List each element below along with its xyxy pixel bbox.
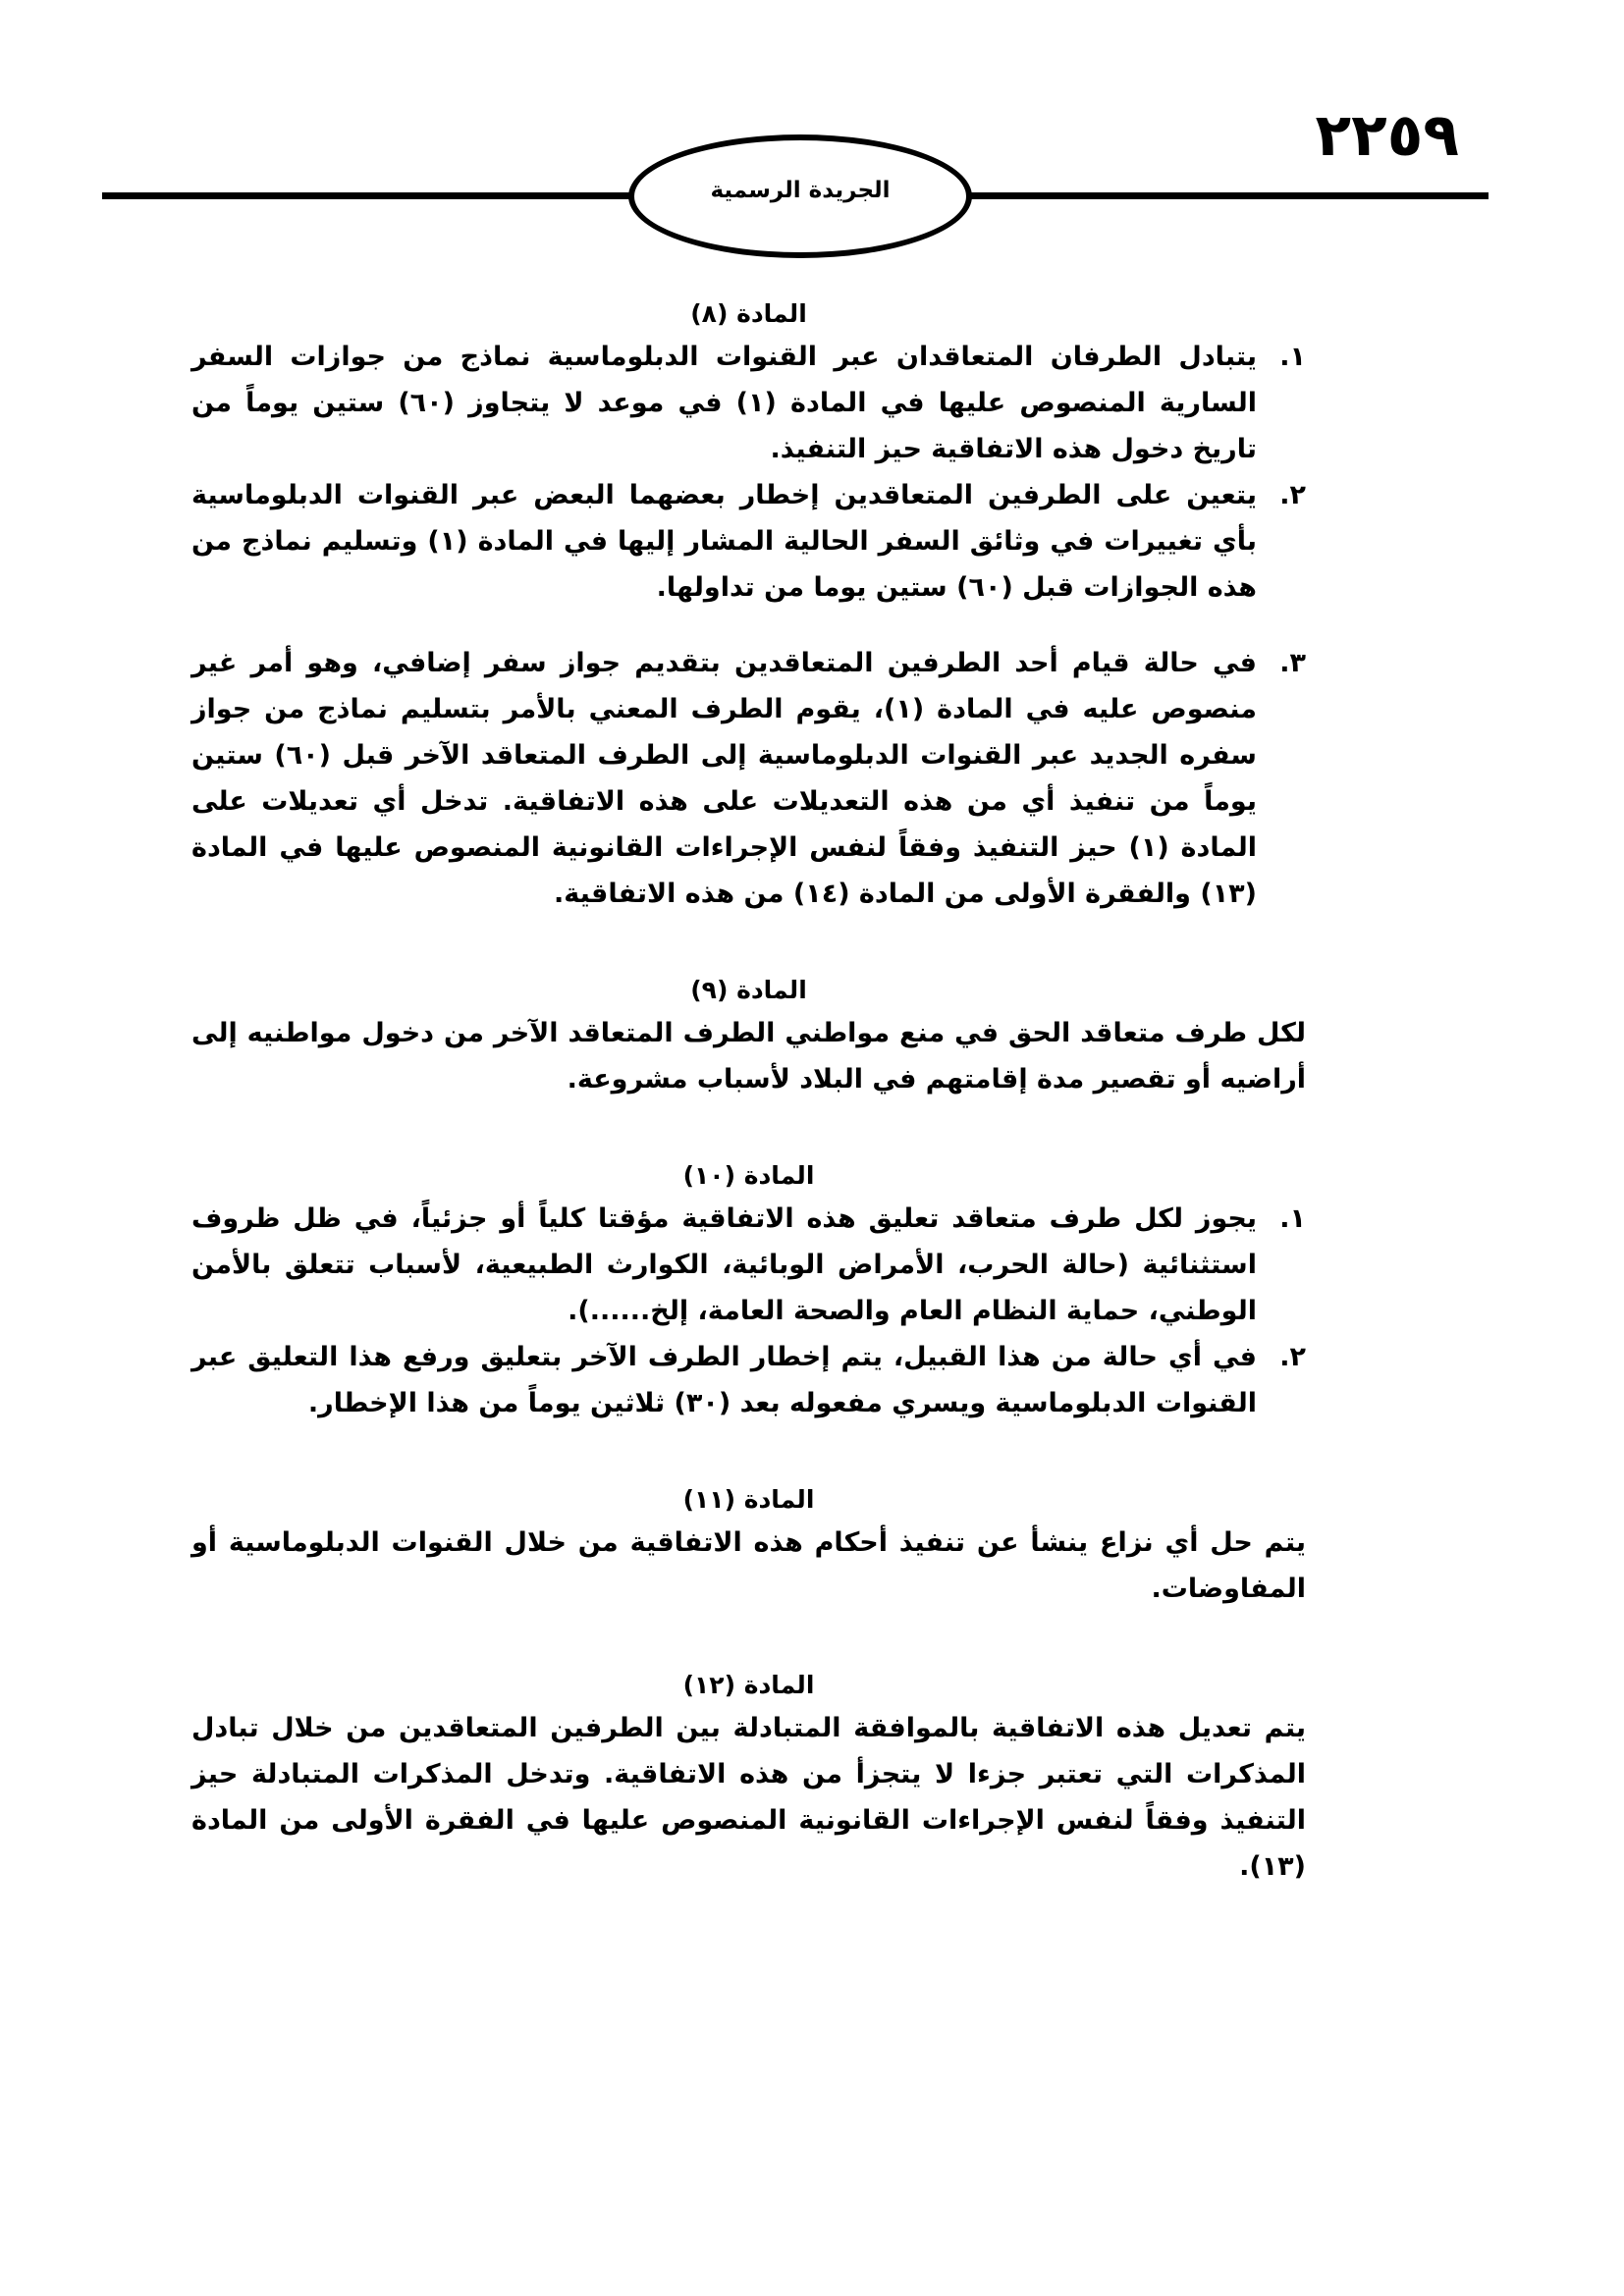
article-8 [191, 294, 1306, 917]
item-number: ٢. [1279, 480, 1306, 510]
list-item [191, 640, 1306, 917]
gazette-header-ellipse [628, 134, 972, 258]
article-paragraph: لكل طرف متعاقد الحق في منع مواطني الطرف المتعاقد الآخر من دخول مواطنيه إلى أراضيه أو تقصير مدة إقامتهم في البلاد لأسباب مشروعة. [191, 1018, 1306, 1095]
item-text: يجوز لكل طرف متعاقد تعليق هذه الاتفاقية مؤقتا كلياً أو جزئياً، في ظل ظروف استثنائية (حالة الحرب، الأمراض الوبائية، الكوارث الطبيعية، لأسباب تتعلق بالأمن الوطني، حماية النظام العام والصحة العامة، إلخ......). [191, 1203, 1257, 1326]
article-title: المادة (٩) [690, 976, 807, 1004]
document-body [191, 294, 1306, 1890]
article-title: المادة (١٠) [682, 1161, 815, 1190]
article-10 [191, 1156, 1306, 1426]
article-11 [191, 1480, 1306, 1612]
article-paragraph: يتم تعديل هذه الاتفاقية بالموافقة المتبادلة بين الطرفين المتعاقدين من خلال تبادل المذكرات التي تعتبر جزءا لا يتجزأ من هذه الاتفاقية. وتدخل المذكرات المتبادلة حيز التنفيذ وفقاً لنفس الإجراءات القانونية المنصوص عليها في الفقرة الأولى من المادة (١٣). [191, 1713, 1306, 1882]
list-item [191, 334, 1306, 472]
article-title: المادة (٨) [690, 299, 807, 328]
page-number: ٢٢٥٩ [1315, 101, 1459, 170]
list-item [191, 1334, 1306, 1426]
item-text: في حالة قيام أحد الطرفين المتعاقدين بتقديم جواز سفر إضافي، وهو أمر غير منصوص عليه في المادة (١)، يقوم الطرف المعني بالأمر بتسليم نماذج من جواز سفره الجديد عبر القنوات الدبلوماسية إلى الطرف المتعاقد الآخر قبل (٦٠) ستين يوماً من تنفيذ أي من هذه التعديلات على هذه الاتفاقية. تدخل أي تعديلات على المادة (١) حيز التنفيذ وفقاً لنفس الإجراءات القانونية المنصوص عليها في المادة (١٣) والفقرة الأولى من المادة (١٤) من هذه الاتفاقية. [191, 648, 1257, 909]
article-title: المادة (١٢) [682, 1671, 815, 1699]
list-item [191, 472, 1306, 611]
article-title: المادة (١١) [682, 1485, 815, 1514]
item-text: يتبادل الطرفان المتعاقدان عبر القنوات الدبلوماسية نماذج من جوازات السفر السارية المنصوص عليها في المادة (١) في موعد لا يتجاوز (٦٠) ستين يوماً من تاريخ دخول هذه الاتفاقية حيز التنفيذ. [191, 342, 1257, 464]
item-number: ٢. [1279, 1342, 1306, 1372]
item-number: ٣. [1279, 648, 1306, 678]
article-9 [191, 971, 1306, 1102]
item-text: في أي حالة من هذا القبيل، يتم إخطار الطرف الآخر بتعليق ورفع هذا التعليق عبر القنوات الدبلوماسية ويسري مفعوله بعد (٣٠) ثلاثين يوماً من هذا الإخطار. [191, 1342, 1257, 1418]
item-text: يتعين على الطرفين المتعاقدين إخطار بعضهما البعض عبر القنوات الدبلوماسية بأي تغييرات في وثائق السفر الحالية المشار إليها في المادة (١) وتسليم نماذج من هذه الجوازات قبل (٦٠) ستين يوما من تداولها. [191, 480, 1257, 603]
gazette-name: الجريدة الرسمية [710, 178, 891, 203]
article-12 [191, 1666, 1306, 1890]
list-item [191, 1196, 1306, 1334]
item-number: ١. [1279, 342, 1306, 372]
article-paragraph: يتم حل أي نزاع ينشأ عن تنفيذ أحكام هذه الاتفاقية من خلال القنوات الدبلوماسية أو المفاوضات. [191, 1527, 1306, 1604]
item-number: ١. [1279, 1203, 1306, 1234]
